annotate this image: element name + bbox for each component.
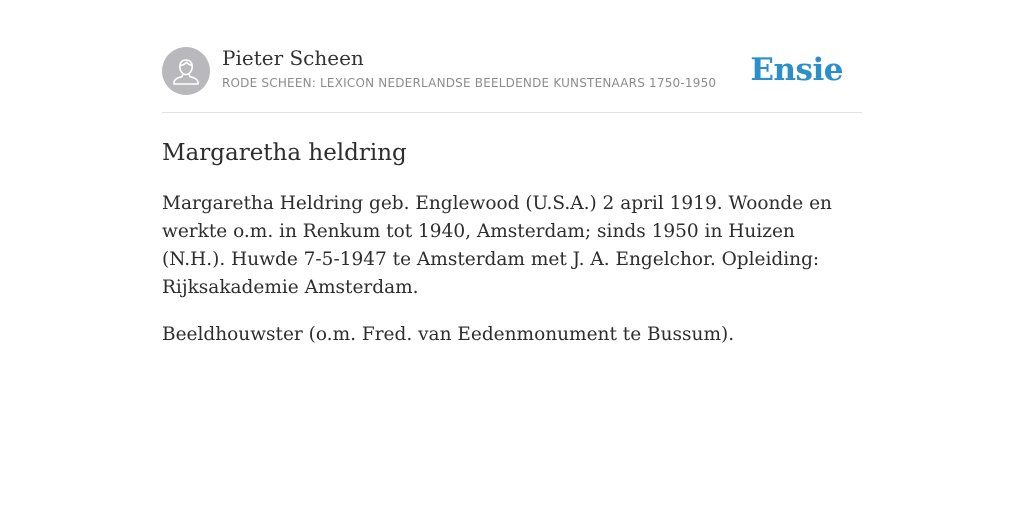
entry-title: Margaretha heldring bbox=[162, 140, 407, 166]
entry-card bbox=[162, 0, 862, 345]
user-silhouette-icon bbox=[162, 47, 210, 95]
entry-body bbox=[162, 190, 852, 368]
ensie-logo[interactable]: Ensie bbox=[750, 52, 843, 88]
author-avatar[interactable] bbox=[162, 47, 210, 95]
entry-paragraph: Beeldhouwster (o.m. Fred. van Eedenmonument te Bussum). bbox=[162, 324, 735, 345]
entry-header bbox=[162, 0, 862, 113]
author-name[interactable]: Pieter Scheen bbox=[222, 46, 364, 70]
entry-paragraph: Margaretha Heldring geb. Englewood (U.S.A.) 2 april 1919. Woonde en werkte o.m. in Renkum tot 1940, Amsterdam; sinds 1950 in Huizen (N.H.). Huwde 7-5-1947 te Amsterdam met J. A. Engelchor. Opleiding: Rijksakademie Amsterdam. bbox=[162, 193, 832, 298]
source-title[interactable]: RODE SCHEEN: LEXICON NEDERLANDSE BEELDENDE KUNSTENAARS 1750-1950 bbox=[222, 76, 717, 90]
